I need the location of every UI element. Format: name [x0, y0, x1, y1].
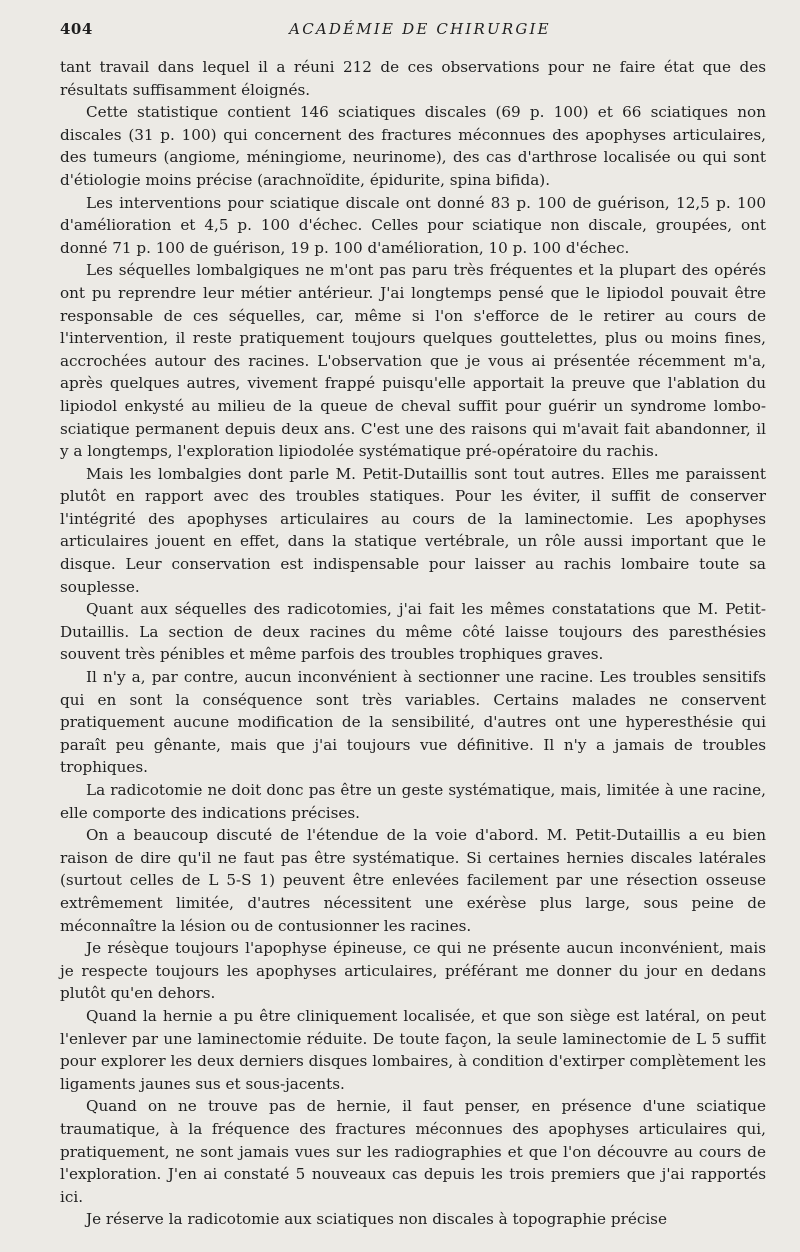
- paragraph: Cette statistique contient 146 sciatiques discales (69 p. 100) et 66 sciatiques non discales (31 p. 100) qui concernent des fractures méconnues des apophyses articulaires, des tumeurs (angiome, méningiome, neurinome), des cas d'arthrose localisée ou qui sont d'étiologie moins précise (arachnoïdite, épidurite, spina bifida).: [60, 103, 766, 189]
- paragraph: Je réserve la radicotomie aux sciatiques non discales à topographie précise: [86, 1210, 667, 1229]
- paragraph: Les séquelles lombalgiques ne m'ont pas paru très fréquentes et la plupart des opérés ont pu reprendre leur métier antérieur. J'ai longtemps pensé que le lipiodol pouvait être responsable de ces séquelles, car, même si l'on s'efforce de le retirer au cours de l'intervention, il reste pratiquement toujours quelques gouttelettes, plus ou moins fines, accrochées autour des racines. L'observation que je vous ai présentée récemment m'a, après quelques autres, vivement frappé puisqu'elle apportait la preuve que l'ablation du lipiodol enkysté au milieu de la queue de cheval suffit pour guérir un syndrome lombo-sciatique permanent depuis deux ans. C'est une des raisons qui m'avait fait abandonner, il y a longtemps, l'exploration lipiodolée systématique pré-opératoire du rachis.: [60, 261, 766, 461]
- paragraph: tant travail dans lequel il a réuni 212 de ces observations pour ne faire état que des résultats suffisamment éloignés.: [60, 58, 766, 99]
- page-number: 404: [60, 20, 93, 38]
- paragraph: Je résèque toujours l'apophyse épineuse, ce qui ne présente aucun inconvénient, mais je respecte toujours les apophyses articulaires, préférant me donner du jour en dedans plutôt qu'en dehors.: [60, 939, 766, 1003]
- paragraph: Mais les lombalgies dont parle M. Petit-Dutaillis sont tout autres. Elles me paraissent plutôt en rapport avec des troubles statiques. Pour les éviter, il suffit de conserver l'intégrité des apophyses articulaires au cours de la laminectomie. Les apophyses articulaires jouent en effet, dans la statique vertébrale, un rôle aussi important que le disque. Leur conservation est indispensable pour laisser au rachis lombaire toute sa souplesse.: [60, 464, 766, 596]
- paragraph: Quant aux séquelles des radicotomies, j'ai fait les mêmes constatations que M. Petit-Dutaillis. La section de deux racines du même côté laisse toujours des paresthésies souvent très pénibles et même parfois des troubles trophiques graves.: [60, 600, 766, 664]
- paragraph: Quand la hernie a pu être cliniquement localisée, et que son siège est latéral, on peut l'enlever par une laminectomie réduite. De toute façon, la seule laminectomie de L 5 suffit pour explorer les deux derniers disques lombaires, à condition d'extirper complètement les ligaments jaunes sus et sous-jacents.: [60, 1006, 766, 1093]
- paragraph: Il n'y a, par contre, aucun inconvénient à sectionner une racine. Les troubles sensitifs qui en sont la conséquence sont très variables. Certains malades ne conservent pratiquement aucune modification de la sensibilité, d'autres ont une hyperesthésie qui paraît peu gênante, mais que j'ai toujours vue définitive. Il n'y a jamais de troubles trophiques.: [60, 668, 766, 777]
- paragraph: On a beaucoup discuté de l'étendue de la voie d'abord. M. Petit-Dutaillis a eu bien raison de dire qu'il ne faut pas être systématique. Si certaines hernies discales latérales (surtout celles de L 5-S 1) peuvent être enlevées facilement par une résection osseuse extrêmement limitée, d'autres nécessitent une exérèse plus large, sous peine de méconnaître la lésion ou de contusionner les racines.: [60, 826, 766, 935]
- running-head: ACADÉMIE DE CHIRURGIE: [289, 20, 551, 38]
- body-text: [60, 56, 766, 1231]
- paragraph: Quand on ne trouve pas de hernie, il faut penser, en présence d'une sciatique traumatique, à la fréquence des fractures méconnues des apophyses articulaires qui, pratiquement, ne sont jamais vues sur les radiographies et que l'on découvre au cours de l'exploration. J'en ai constaté 5 nouveaux cas depuis les trois premiers que j'ai rapportés ici.: [60, 1097, 766, 1206]
- paragraph: La radicotomie ne doit donc pas être un geste systématique, mais, limitée à une racine, elle comporte des indications précises.: [60, 781, 766, 822]
- paragraph: Les interventions pour sciatique discale ont donné 83 p. 100 de guérison, 12,5 p. 100 d'amélioration et 4,5 p. 100 d'échec. Celles pour sciatique non discale, groupées, ont donné 71 p. 100 de guérison, 19 p. 100 d'amélioration, 10 p. 100 d'échec.: [60, 193, 766, 257]
- page-header: [60, 20, 760, 42]
